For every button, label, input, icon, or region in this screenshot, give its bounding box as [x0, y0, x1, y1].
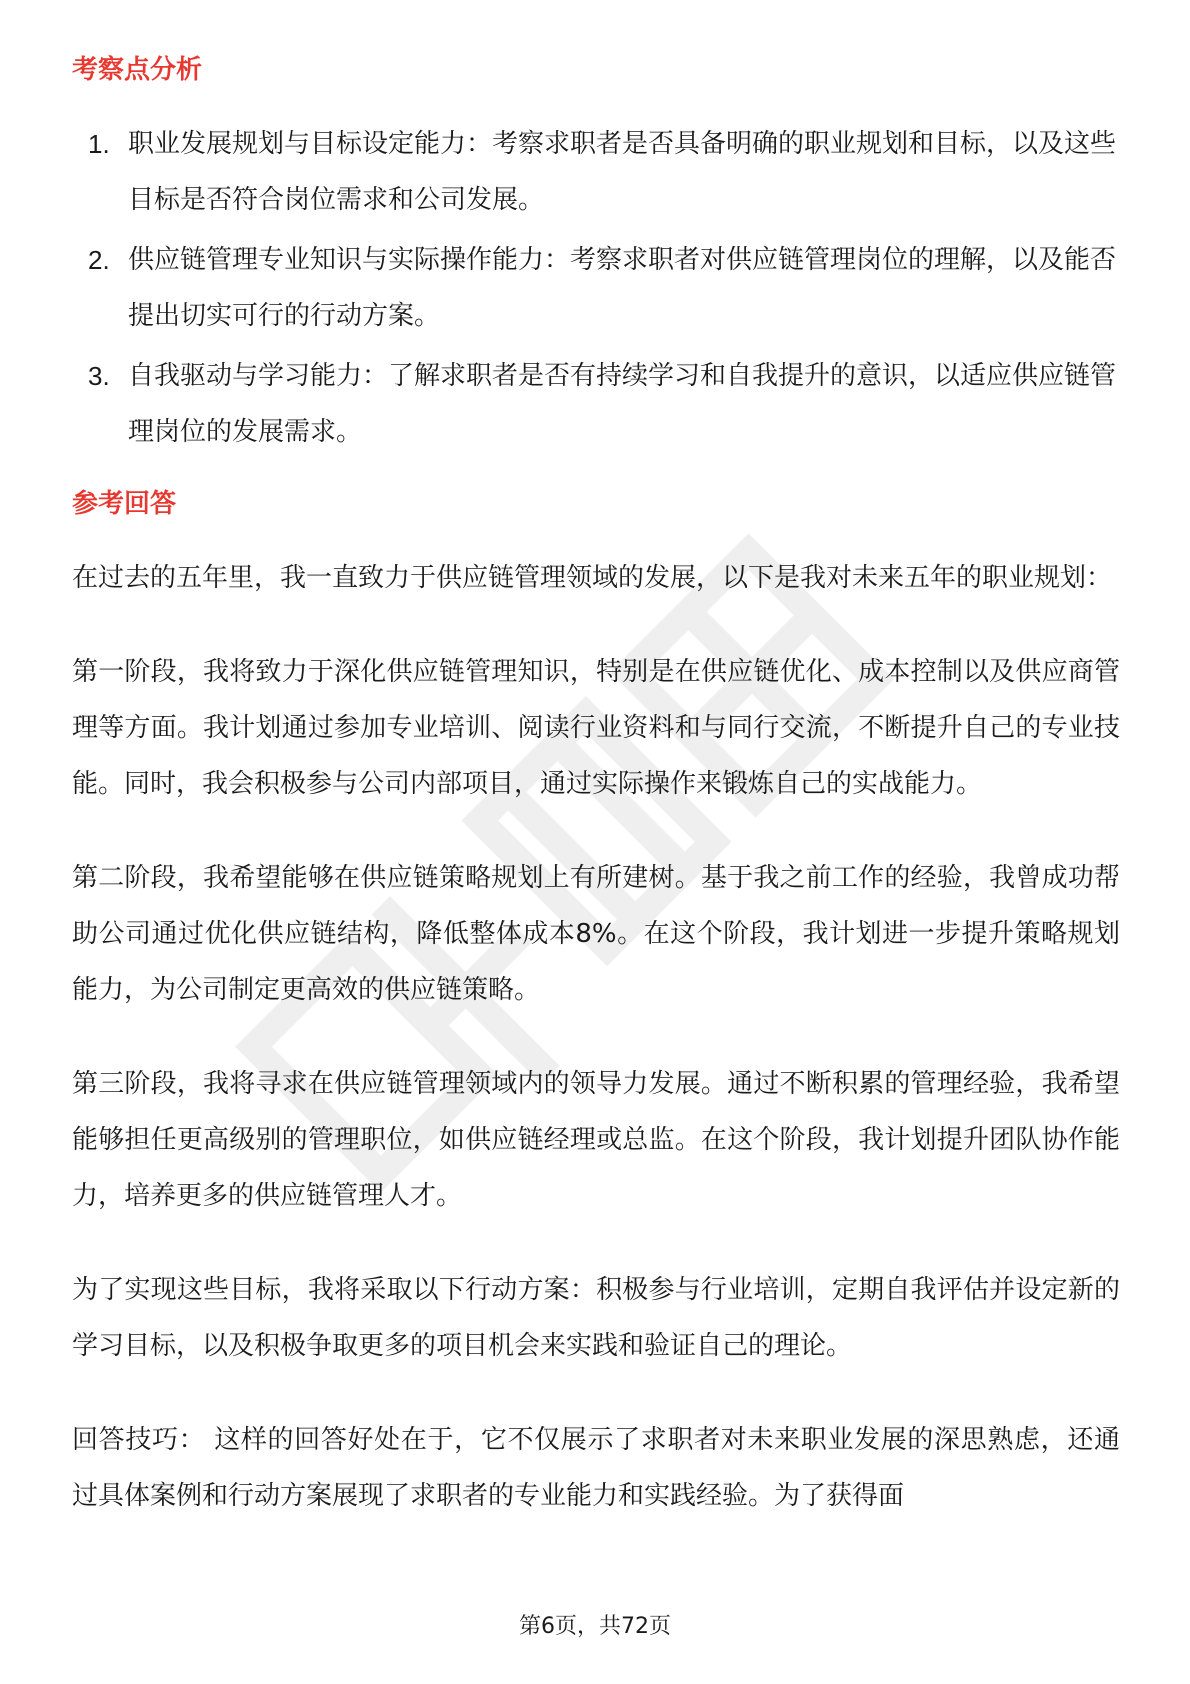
list-item-text: 职业发展规划与目标设定能力：考察求职者是否具备明确的职业规划和目标，以及这些目标是否符合岗位需求和公司发展。	[128, 129, 1117, 215]
content-area	[72, 50, 1120, 1524]
list-item	[72, 348, 1120, 460]
analysis-list	[72, 116, 1120, 460]
analysis-heading: 考察点分析	[72, 55, 203, 85]
page-footer: 第6页，共72页	[519, 1614, 671, 1639]
paragraph-stage-two: 第二阶段，我希望能够在供应链策略规划上有所建树。基于我之前工作的经验，我曾成功帮助公司通过优化供应链结构，降低整体成本8%。在这个阶段，我计划进一步提升策略规划能力，为公司制定更高效的供应链策略。	[72, 863, 1120, 1005]
list-number: 1.	[88, 129, 110, 159]
paragraph-action-plan: 为了实现这些目标，我将采取以下行动方案：积极参与行业培训，定期自我评估并设定新的学习目标，以及积极争取更多的项目机会来实践和验证自己的理论。	[72, 1275, 1120, 1361]
list-number: 3.	[88, 361, 110, 391]
paragraph-answer-tips: 回答技巧： 这样的回答好处在于，它不仅展示了求职者对未来职业发展的深思熟虑，还通过具体案例和行动方案展现了求职者的专业能力和实践经验。为了获得面	[72, 1425, 1120, 1511]
list-item-text: 供应链管理专业知识与实际操作能力：考察求职者对供应链管理岗位的理解，以及能否提出切实可行的行动方案。	[128, 245, 1117, 331]
answer-heading: 参考回答	[72, 489, 177, 519]
list-item-text: 自我驱动与学习能力：了解求职者是否有持续学习和自我提升的意识，以适应供应链管理岗位的发展需求。	[128, 361, 1117, 447]
paragraph-stage-one: 第一阶段，我将致力于深化供应链管理知识，特别是在供应链优化、成本控制以及供应商管理等方面。我计划通过参加专业培训、阅读行业资料和与同行交流，不断提升自己的专业技能。同时，我会积极参与公司内部项目，通过实际操作来锻炼自己的实战能力。	[72, 657, 1120, 799]
list-item	[72, 232, 1120, 344]
paragraph-intro: 在过去的五年里，我一直致力于供应链管理领域的发展，以下是我对未来五年的职业规划：	[72, 563, 1113, 593]
list-item	[72, 116, 1120, 228]
paragraph-stage-three: 第三阶段，我将寻求在供应链管理领域内的领导力发展。通过不断积累的管理经验，我希望能够担任更高级别的管理职位，如供应链经理或总监。在这个阶段，我计划提升团队协作能力，培养更多的供应链管理人才。	[72, 1069, 1120, 1211]
list-number: 2.	[88, 245, 110, 275]
